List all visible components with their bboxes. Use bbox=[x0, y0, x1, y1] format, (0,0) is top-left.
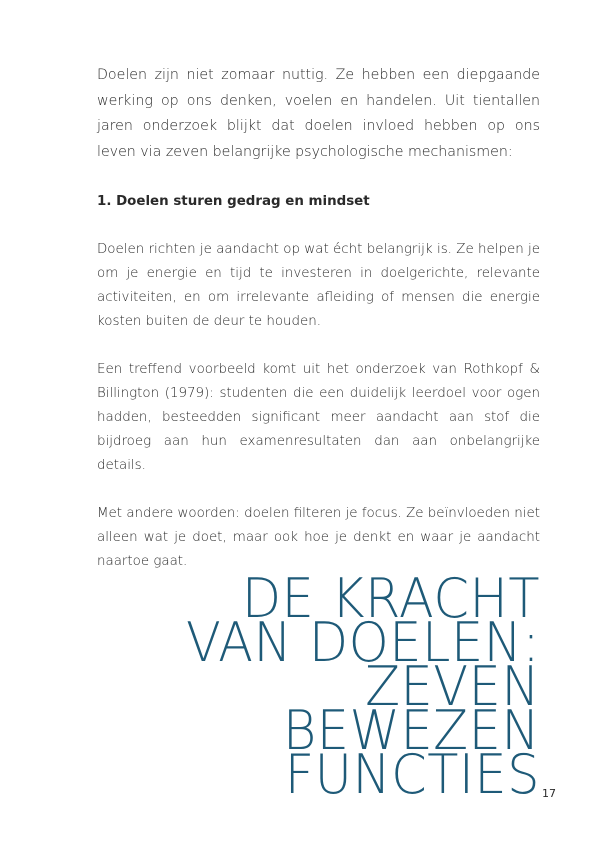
section-heading: 1. Doelen sturen gedrag en mindset bbox=[97, 194, 370, 209]
intro-paragraph: Doelen zijn niet zomaar nuttig. Ze hebben een diepgaande werking op ons denken, voelen en handelen. Uit tientallen jaren onderzoek blijkt dat doelen invloed hebben op ons leven via zeven belangrijke psychologische mechanismen: bbox=[97, 67, 540, 160]
chapter-title-line-4: BEWEZEN bbox=[282, 700, 540, 763]
paragraph-focus: Doelen richten je aandacht op wat écht belangrijk is. Ze helpen je om je energie en tijd te investeren in doelgerichte, relevante activiteiten, en om irrelevante afleiding of mensen die energie kosten buiten de deur te houden. bbox=[97, 242, 540, 329]
chapter-title-line-2: VAN DOELEN: bbox=[186, 612, 540, 675]
paragraph-conclusion: Met andere woorden: doelen filteren je focus. Ze beïnvloeden niet alleen wat je doet, maar ook hoe je denkt en waar je aandacht naartoe gaat. bbox=[97, 506, 540, 569]
page-number: 17 bbox=[542, 787, 556, 800]
chapter-title bbox=[186, 568, 540, 807]
paragraph-research-example: Een treffend voorbeeld komt uit het onderzoek van Rothkopf & Billington (1979): studenten die een duidelijk leerdoel voor ogen hadden, besteedden significant meer aandacht aan stof die bijdroeg aan hun examenresultaten dan aan onbelangrijke details. bbox=[97, 362, 540, 473]
chapter-title-line-1: DE KRACHT bbox=[241, 568, 540, 631]
chapter-title-line-3: ZEVEN bbox=[365, 656, 540, 719]
body-text bbox=[97, 63, 540, 598]
chapter-title-line-5: FUNCTIES bbox=[284, 744, 540, 807]
